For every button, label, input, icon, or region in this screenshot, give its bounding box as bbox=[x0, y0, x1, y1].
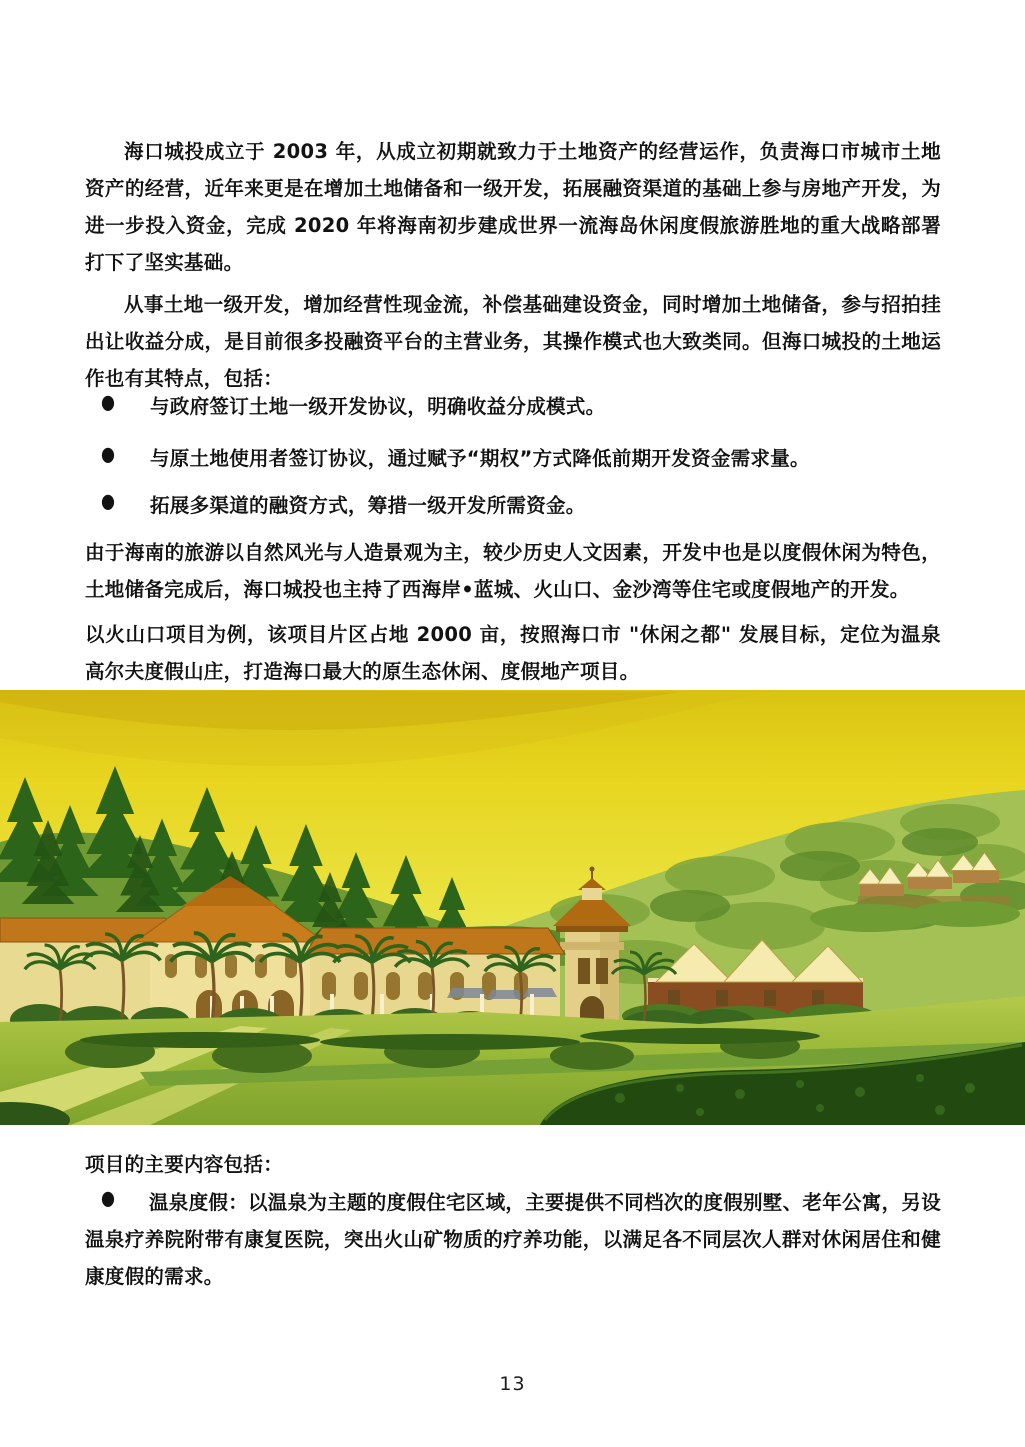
paragraph-company-intro: 海口城投成立于 2003 年，从成立初期就致力于土地资产的经营运作，负责海口市城市土地资产的经营，近年来更是在增加土地储备和一级开发，拓展融资渠道的基础上参与房地产开发，为进一步投入资金，完成 2020 年将海南初步建成世界一流海岛休闲度假旅游胜地的重大战略部署打下了坚实基础。 bbox=[85, 140, 941, 274]
bullet-icon: ● bbox=[101, 1185, 115, 1210]
paragraph-land-development: 从事土地一级开发，增加经营性现金流，补偿基础建设资金，同时增加土地储备，参与招拍挂出让收益分成，是目前很多投融资平台的主营业务，其操作模式也大致类同。但海口城投的土地运作也有其特点，包括： bbox=[85, 293, 941, 390]
paragraph-project-lead: 项目的主要内容包括： bbox=[85, 1153, 284, 1176]
list-item bbox=[85, 440, 941, 477]
bullet-icon: ● bbox=[101, 441, 115, 466]
page-number: 13 bbox=[499, 1373, 526, 1395]
resort-rendering-image bbox=[0, 690, 1025, 1125]
paragraph-hainan-tourism: 由于海南的旅游以自然风光与人造景观为主，较少历史人文因素，开发中也是以度假休闲为特色，土地储备完成后，海口城投也主持了西海岸•蓝城、火山口、金沙湾等住宅或度假地产的开发。 bbox=[85, 541, 941, 601]
list-item bbox=[85, 1184, 941, 1295]
bullet-icon: ● bbox=[101, 488, 115, 513]
bullet-text: 与政府签订土地一级开发协议，明确收益分成模式。 bbox=[150, 395, 606, 418]
bullet-text: 拓展多渠道的融资方式，筹措一级开发所需资金。 bbox=[150, 494, 586, 517]
bullet-icon: ● bbox=[101, 389, 115, 414]
bullet-text: 与原土地使用者签订协议，通过赋予“期权”方式降低前期开发资金需求量。 bbox=[150, 447, 810, 470]
list-item bbox=[85, 487, 941, 524]
bullet-text: 温泉度假：以温泉为主题的度假住宅区域，主要提供不同档次的度假别墅、老年公寓，另设温泉疗养院附带有康复医院，突出火山矿物质的疗养功能，以满足各不同层次人群对休闲居住和健康度假的需求。 bbox=[85, 1191, 942, 1288]
list-item bbox=[85, 388, 941, 425]
resort-illustration bbox=[0, 690, 1025, 1125]
paragraph-volcano-project: 以火山口项目为例，该项目片区占地 2000 亩，按照海口市 "休闲之都" 发展目标，定位为温泉高尔夫度假山庄，打造海口最大的原生态休闲、度假地产项目。 bbox=[85, 623, 941, 683]
